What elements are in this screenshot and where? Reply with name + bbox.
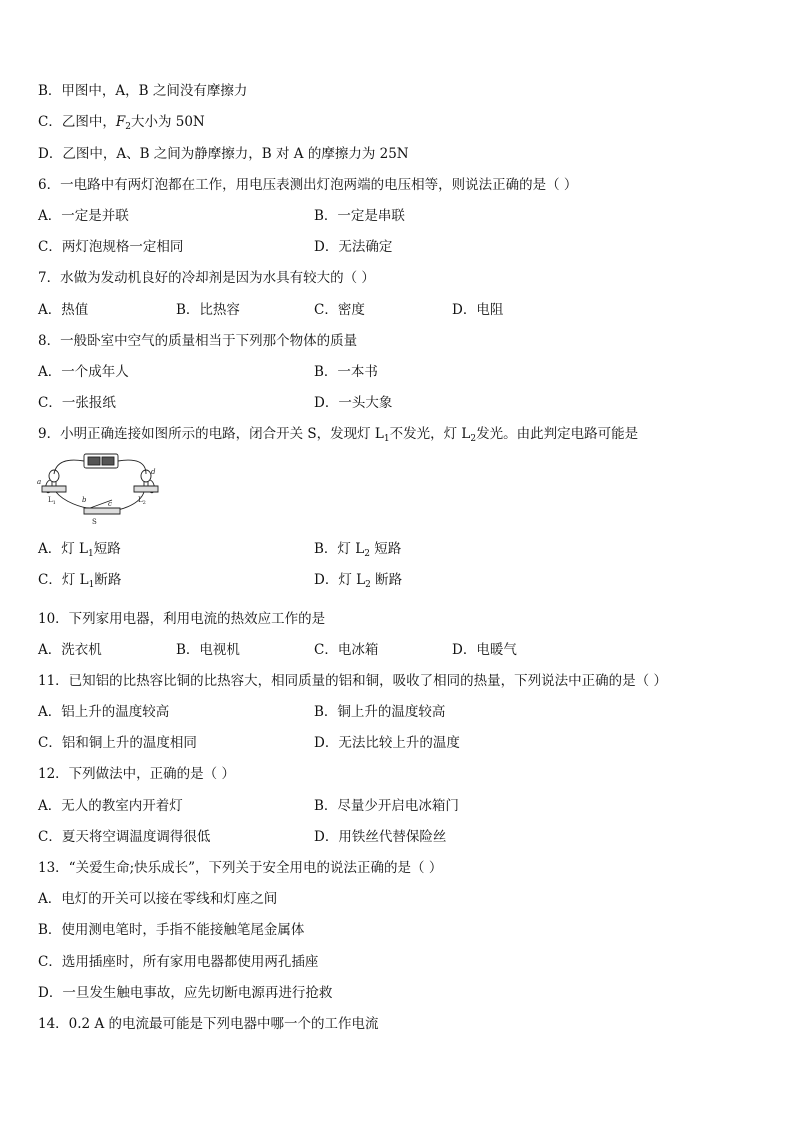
circuit-label-a: a (37, 478, 42, 486)
circuit-label-l2: $L_2$ (138, 496, 146, 506)
q7-option-d: D．电阻 (452, 302, 504, 318)
q13-option-a: A．电灯的开关可以接在零线和灯座之间 (38, 891, 278, 907)
q7-option-a: A．热值 (38, 302, 89, 318)
q10-option-d: D．电暖气 (452, 642, 517, 658)
q14-stem: 14．0.2 A 的电流最可能是下列电器中哪一个的工作电流 (38, 1016, 379, 1032)
q6-option-c: C．两灯泡规格一定相同 (38, 239, 184, 255)
q9-option-d: D．灯 $L_2$ 断路 (314, 572, 403, 590)
q10-option-c: C．电冰箱 (314, 642, 379, 658)
q10-stem: 10．下列家用电器，利用电流的热效应工作的是 (38, 611, 326, 627)
q8-option-c: C．一张报纸 (38, 395, 116, 411)
q8-stem: 8．一般卧室中空气的质量相当于下列那个物体的质量 (38, 333, 358, 349)
q9-option-c: C．灯 $L_1$断路 (38, 572, 122, 590)
circuit-label-c: c (108, 500, 112, 508)
q10-option-a: A．洗衣机 (38, 642, 102, 658)
q11-option-a: A．铝上升的温度较高 (38, 704, 170, 720)
circuit-label-s: S (92, 518, 97, 526)
q5-option-b: B．甲图中，A，B 之间没有摩擦力 (38, 83, 248, 99)
q5-option-d: D．乙图中，A、B 之间为静摩擦力，B 对 A 的摩擦力为 25N (38, 146, 409, 162)
q7-stem: 7．水做为发动机良好的冷却剂是因为水具有较大的（ ） (38, 270, 375, 286)
q8-option-b: B．一本书 (314, 364, 378, 380)
circuit-label-b: b (82, 496, 87, 504)
q8-option-a: A．一个成年人 (38, 364, 129, 380)
q9-option-a: A．灯 $L_1$短路 (38, 541, 121, 559)
q13-option-b: B．使用测电笔时，手指不能接触笔尾金属体 (38, 922, 305, 938)
circuit-diagram (36, 452, 160, 530)
q13-option-d: D．一旦发生触电事故，应先切断电源再进行抢救 (38, 985, 333, 1001)
q12-option-d: D．用铁丝代替保险丝 (314, 829, 447, 845)
q12-stem: 12．下列做法中，正确的是（ ） (38, 766, 235, 782)
q6-option-d: D．无法确定 (314, 239, 393, 255)
q7-option-b: B．比热容 (176, 302, 240, 318)
q9-stem: 9．小明正确连接如图所示的电路，闭合开关 S，发现灯 $L_1$不发光，灯 $L_2$发光。由此判定电路可能是 (38, 426, 639, 444)
q9-option-b: B．灯 $L_2$ 短路 (314, 541, 402, 559)
q6-stem: 6．一电路中有两灯泡都在工作，用电压表测出灯泡两端的电压相等，则说法正确的是（ ） (38, 177, 578, 193)
q11-option-c: C．铝和铜上升的温度相同 (38, 735, 197, 751)
circuit-label-l1: $L_1$ (48, 496, 56, 506)
q7-option-c: C．密度 (314, 302, 365, 318)
q12-option-b: B．尽量少开启电冰箱门 (314, 798, 459, 814)
q8-option-d: D．一头大象 (314, 395, 393, 411)
q13-option-c: C．选用插座时，所有家用电器都使用两孔插座 (38, 954, 319, 970)
q11-option-d: D．无法比较上升的温度 (314, 735, 460, 751)
q12-option-a: A．无人的教室内开着灯 (38, 798, 183, 814)
q11-option-b: B．铜上升的温度较高 (314, 704, 446, 720)
q5-option-c: C．乙图中，$F_2$大小为 50N (38, 114, 205, 132)
circuit-label-d: d (151, 468, 156, 476)
q13-stem: 13．“关爱生命;快乐成长”，下列关于安全用电的说法正确的是（ ） (38, 860, 443, 876)
q6-option-b: B．一定是串联 (314, 208, 405, 224)
q10-option-b: B．电视机 (176, 642, 240, 658)
q6-option-a: A．一定是并联 (38, 208, 129, 224)
q12-option-c: C．夏天将空调温度调得很低 (38, 829, 211, 845)
q11-stem: 11．已知铝的比热容比铜的比热容大，相同质量的铝和铜，吸收了相同的热量，下列说法中正确的是（ ） (38, 673, 667, 689)
